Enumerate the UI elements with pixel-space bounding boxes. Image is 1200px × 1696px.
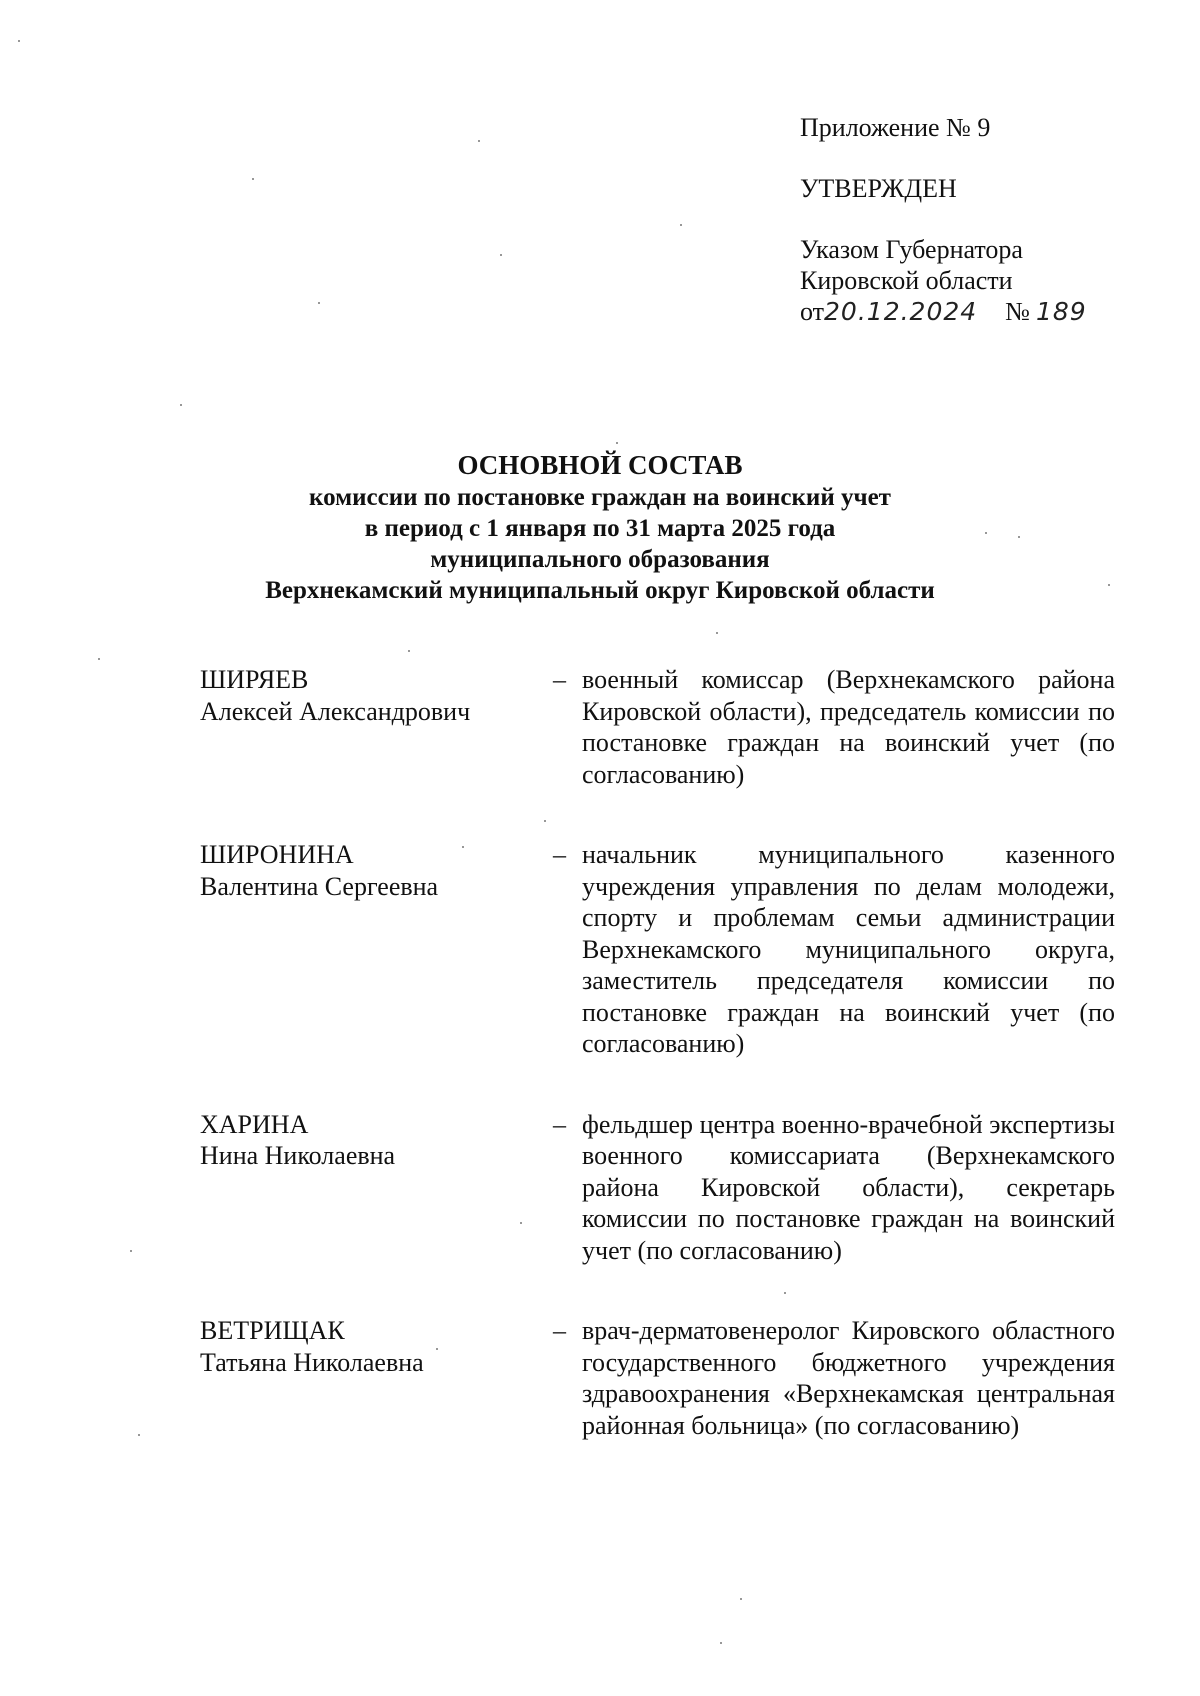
member-dash: – <box>553 1109 566 1139</box>
approval-block <box>800 112 1087 327</box>
scan-speck <box>1108 584 1110 586</box>
title-line-3: муниципального образования <box>430 546 770 573</box>
scan-speck <box>680 224 682 226</box>
scan-speck <box>98 658 100 660</box>
member-name <box>200 1109 540 1172</box>
title-line-2: в период с 1 января по 31 марта 2025 года <box>364 515 836 542</box>
scan-speck <box>985 532 987 534</box>
member-role: начальник муниципального казенного учреждения управления по делам молодежи, спорту и проблемам семьи администрации Верхнекамского муниципального округа, заместитель председателя комиссии по постановке граждан на воинский учет (по согласованию) <box>582 840 1115 1058</box>
scan-speck <box>544 820 546 822</box>
scan-speck <box>436 1348 438 1350</box>
handwritten-date: 20.12.2024 <box>824 297 978 326</box>
date-prefix: от <box>800 297 825 326</box>
decree-date-line <box>800 296 1087 327</box>
scan-speck <box>784 1292 786 1294</box>
scan-speck <box>180 404 182 406</box>
member-role: военный комиссар (Верхнекамского района Кировской области), председатель комиссии по постановке граждан на воинский учет (по согласованию) <box>582 665 1115 789</box>
decree-line-2: Кировской области <box>800 266 1013 295</box>
scan-speck <box>138 1434 140 1436</box>
scan-speck <box>740 1598 742 1600</box>
scan-speck <box>130 1250 132 1252</box>
scan-speck <box>616 442 618 444</box>
approved-label: УТВЕРЖДЕН <box>800 174 957 203</box>
scan-speck <box>318 302 320 304</box>
member-role: врач-дерматовенеролог Кировского областного государственного бюджетного учреждения здравоохранения «Верхнекамская центральная районная больница» (по согласованию) <box>582 1316 1115 1440</box>
title-line-1: комиссии по постановке граждан на воинский учет <box>309 484 891 511</box>
decree-line-1: Указом Губернатора <box>800 235 1023 264</box>
member-surname: ВЕТРИЩАК <box>200 1316 345 1345</box>
scan-speck <box>520 1222 522 1224</box>
member-dash: – <box>553 665 566 694</box>
member-dash: – <box>553 1316 566 1345</box>
handwritten-number: 189 <box>1035 297 1087 326</box>
member-dash: – <box>553 840 566 869</box>
member-name <box>200 664 540 727</box>
scan-speck <box>720 1642 722 1644</box>
member-name <box>200 839 540 902</box>
member-given-name: Алексей Александрович <box>200 696 471 726</box>
member-surname: ШИРЯЕВ <box>200 665 309 694</box>
scan-speck <box>478 140 480 142</box>
member-given-name: Татьяна Николаевна <box>200 1347 424 1377</box>
title-line-4: Верхнекамский муниципальный округ Кировской области <box>265 577 935 604</box>
member-list <box>200 664 1115 1441</box>
scan-speck <box>1018 536 1020 538</box>
member-role: фельдшер центра военно-врачебной экспертизы военного комиссариата (Верхнекамского района Кировской области), секретарь комиссии по постановке граждан на воинский учет (по согласованию) <box>582 1109 1115 1265</box>
scan-speck <box>408 650 410 652</box>
document-title <box>150 448 1050 606</box>
scan-speck <box>462 846 464 848</box>
member-given-name: Нина Николаевна <box>200 1141 396 1170</box>
scan-speck <box>252 178 254 180</box>
member-name <box>200 1315 540 1378</box>
member-entry <box>200 664 1115 790</box>
member-surname: ХАРИНА <box>200 1109 309 1139</box>
scan-speck <box>716 632 718 634</box>
member-entry <box>200 839 1115 1060</box>
scan-speck <box>500 254 502 256</box>
member-given-name: Валентина Сергеевна <box>200 871 439 901</box>
member-entry <box>200 1315 1115 1441</box>
appendix-label: Приложение № 9 <box>800 113 991 142</box>
member-entry <box>200 1109 1115 1267</box>
scan-speck <box>18 40 20 42</box>
member-surname: ШИРОНИНА <box>200 840 354 869</box>
number-sign: № <box>1005 297 1030 326</box>
title-main: ОСНОВНОЙ СОСТАВ <box>457 450 743 480</box>
